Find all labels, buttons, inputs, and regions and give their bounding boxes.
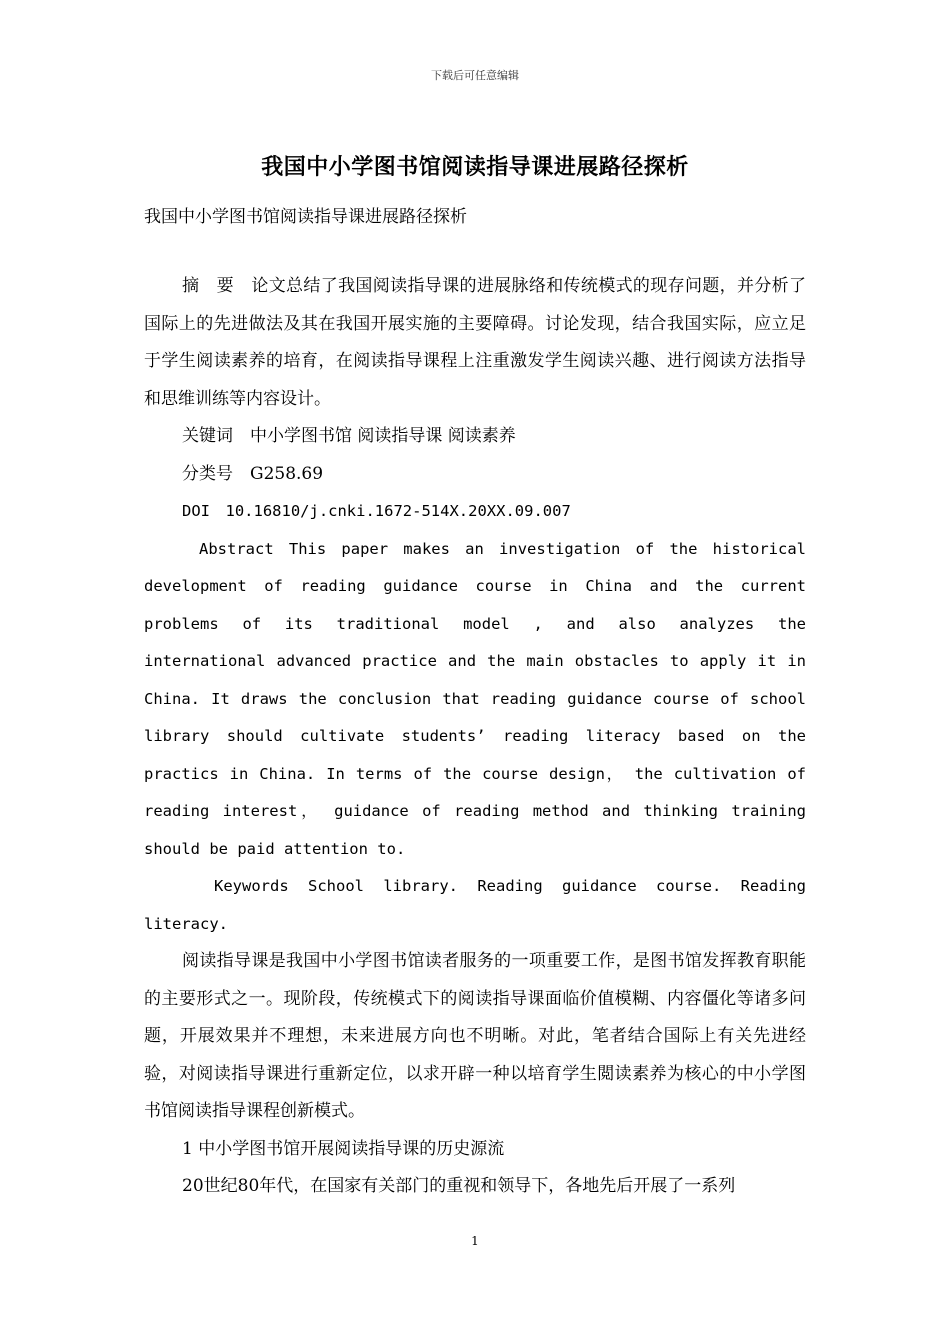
document-body — [144, 268, 806, 1206]
keywords-cn: 关键词 中小学图书馆 阅读指导课 阅读素养 — [182, 426, 516, 446]
section-heading: 1 中小学图书馆开展阅读指导课的历史源流 — [182, 1138, 505, 1159]
section-text: 20世纪80年代，在国家有关部门的重视和领导下，各地先后开展了一系列 — [182, 1176, 736, 1196]
page-title: 我国中小学图书馆阅读指导课进展路径探析 — [261, 154, 689, 180]
intro-paragraph: 阅读指导课是我国中小学图书馆读者服务的一项重要工作，是图书馆发挥教育职能的主要形式之一。现阶段，传统模式下的阅读指导课面临价值模糊、内容僵化等诸多问题，开展效果并不理想，未来进展方向也不明晰。对此，笔者结合国际上有关先进经验，对阅读指导课进行重新定位，以求开辟一种以培育学生閲读素养为核心的中小学图书馆阅读指导课程创新模式。 — [144, 951, 806, 1121]
abstract-en: Abstract This paper makes an investigation of the historical development of reading guidance course in China and the current problems of its traditional model , and also analyzes the international advanced practice and the main obstacles to apply it in China. It draws the conclusion that reading guidance course of school library should cultivate students’ reading literacy based on the practics in China. In terms of the course design， the cultivation of reading interest， guidance of reading method and thinking training should be paid attention to. — [144, 539, 806, 858]
page-number: 1 — [471, 1234, 479, 1248]
header-note: 下载后可任意编辑 — [431, 69, 519, 82]
doi: DOI 10.16810/j.cnki.1672-514X.20XX.09.007 — [182, 502, 571, 520]
page-subtitle: 我国中小学图书馆阅读指导课进展路径探析 — [144, 207, 467, 227]
keywords-en: Keywords School library. Reading guidance course. Reading literacy. — [144, 877, 806, 933]
classification-number: 分类号 G258.69 — [182, 463, 324, 484]
abstract-cn: 摘 要 论文总结了我国阅读指导课的进展脉络和传统模式的现存问题，并分析了国际上的先进做法及其在我国开展实施的主要障碍。讨论发现，结合我国实际，应立足于学生阅读素养的培育，在阅读指导课程上注重激发学生阅读兴趣、进行阅读方法指导和思维训练等内容设计。 — [144, 276, 806, 409]
